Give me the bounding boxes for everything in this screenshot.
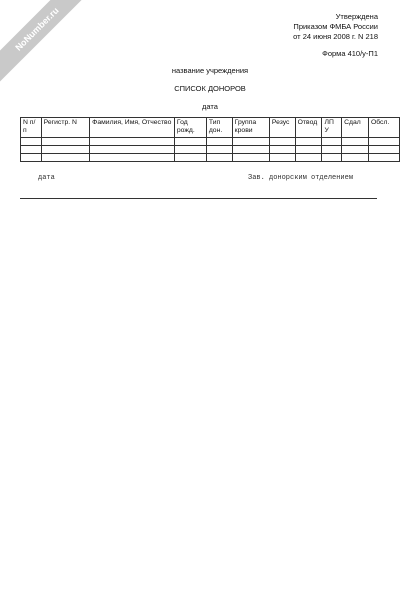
footer-head-label: Зав. донорским отделением [248, 174, 354, 182]
signature-line [20, 198, 377, 199]
form-number: Форма 410/у-П1 [322, 49, 378, 58]
header-lpu: ЛП У [322, 118, 342, 138]
header-donated: Сдал [342, 118, 369, 138]
approval-line-1: Утверждена [335, 12, 378, 21]
header-blood-group: Группа крови [232, 118, 269, 138]
table-header-row [21, 118, 400, 138]
approval-line-2: Приказом ФМБА России [293, 22, 378, 31]
header-examined: Обсл. [368, 118, 399, 138]
institution-label: название учреждения [171, 66, 249, 75]
watermark-logo: NoNumber.ru [0, 0, 91, 83]
header-deferral: Отвод [295, 118, 322, 138]
document-title: СПИСОК ДОНОРОВ [174, 84, 246, 93]
footer-date-label: дата [38, 174, 55, 182]
approval-block [293, 12, 378, 42]
table-row [21, 146, 400, 154]
header-donation-type: Тип дон. [206, 118, 232, 138]
donor-table [20, 117, 400, 162]
header-registry-number: Регистр. N [41, 118, 90, 138]
header-rhesus: Резус [269, 118, 295, 138]
header-row-number: N п/п [21, 118, 42, 138]
header-birth-year: Год рожд. [174, 118, 206, 138]
header-full-name: Фамилия, Имя, Отчество [90, 118, 175, 138]
table-row [21, 154, 400, 162]
date-label: дата [202, 102, 218, 111]
table-row [21, 138, 400, 146]
approval-line-3: от 24 июня 2008 г. N 218 [293, 32, 378, 41]
